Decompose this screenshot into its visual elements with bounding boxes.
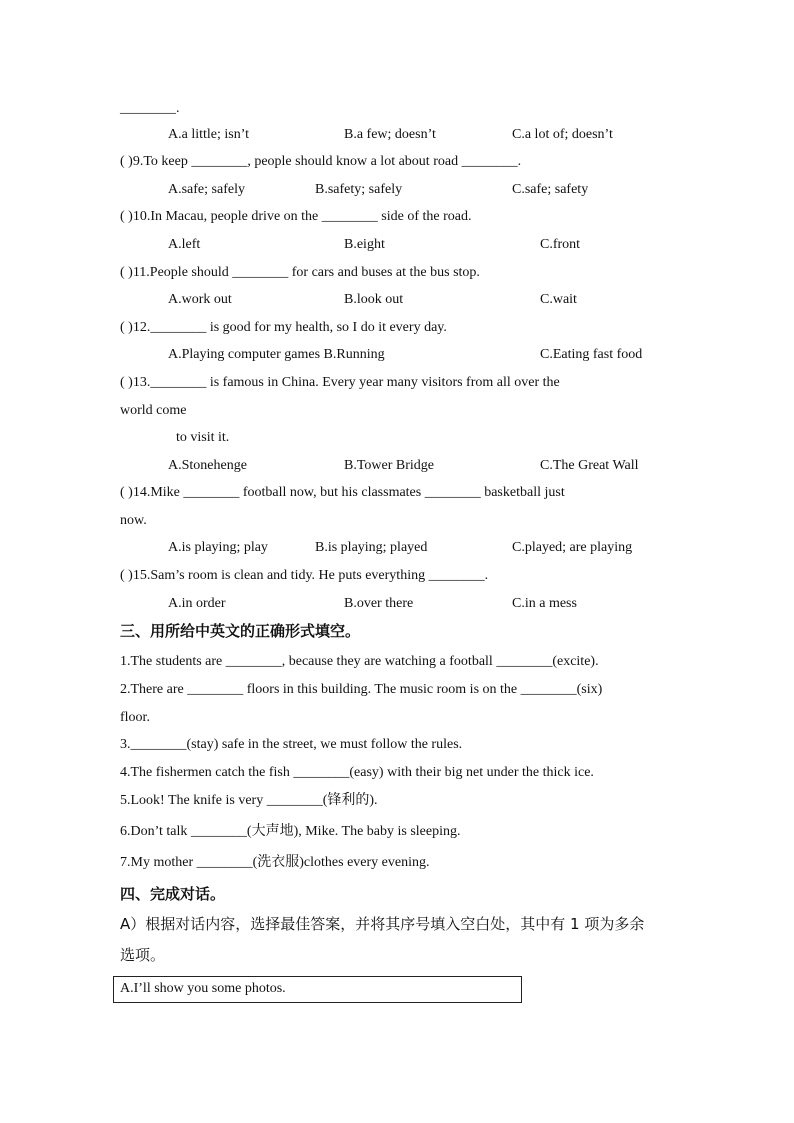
options-box xyxy=(113,976,522,1003)
question-15: ( )15.Sam’s room is clean and tidy. He puts everything ________. xyxy=(120,568,489,583)
q11-option-c: C.wait xyxy=(540,292,577,307)
q12-option-c: C.Eating fast food xyxy=(540,347,643,362)
question-13-continued-2: to visit it. xyxy=(176,430,230,445)
question-11: ( )11.People should ________ for cars and buses at the bus stop. xyxy=(120,265,480,280)
q8-option-c: C.a lot of; doesn’t xyxy=(512,127,613,142)
q9-option-a: A.safe; safely xyxy=(168,182,245,197)
q10-option-c: C.front xyxy=(540,237,581,252)
q10-option-b: B.eight xyxy=(344,237,385,252)
question-14-continued: now. xyxy=(120,513,147,528)
q15-option-a: A.in order xyxy=(168,596,226,611)
q14-option-a: A.is playing; play xyxy=(168,540,268,555)
q9-option-b: B.safety; safely xyxy=(315,182,403,197)
section-4-heading: 四、完成对话。 xyxy=(120,885,226,903)
q14-option-b: B.is playing; played xyxy=(315,540,428,555)
question-13-continued: world come xyxy=(120,403,187,418)
q13-option-b: B.Tower Bridge xyxy=(344,458,435,473)
q8-tail: ________. xyxy=(120,101,180,116)
q13-option-c: C.The Great Wall xyxy=(540,458,639,473)
question-14: ( )14.Mike ________ football now, but his classmates ________ basketball just xyxy=(120,485,565,500)
question-12: ( )12.________ is good for my health, so I do it every day. xyxy=(120,320,447,335)
fill-item-6: 6.Don’t talk ________(大声地), Mike. The baby is sleeping. xyxy=(120,824,461,839)
fill-item-5: 5.Look! The knife is very ________(锋利的). xyxy=(120,793,378,808)
section-4-instruction-continued: 选项。 xyxy=(120,946,166,964)
q14-option-c: C.played; are playing xyxy=(512,540,633,555)
q11-option-b: B.look out xyxy=(344,292,404,307)
question-13: ( )13.________ is famous in China. Every year many visitors from all over the xyxy=(120,375,560,390)
fill-item-3: 3.________(stay) safe in the street, we must follow the rules. xyxy=(120,737,463,752)
q15-option-b: B.over there xyxy=(344,596,414,611)
section-4-instruction: A）根据对话内容，选择最佳答案，并将其序号填入空白处，其中有 1 项为多余 xyxy=(120,915,645,933)
q12-option-ab: A.Playing computer games B.Running xyxy=(168,347,385,362)
fill-item-2-continued: floor. xyxy=(120,710,150,725)
question-10: ( )10.In Macau, people drive on the ________ side of the road. xyxy=(120,209,472,224)
fill-item-7: 7.My mother ________(洗衣服)clothes every evening. xyxy=(120,855,430,870)
q8-option-b: B.a few; doesn’t xyxy=(344,127,436,142)
q8-option-a: A.a little; isn’t xyxy=(168,127,250,142)
option-a-text: A.I’ll show you some photos. xyxy=(120,981,286,996)
q11-option-a: A.work out xyxy=(168,292,232,307)
q9-option-c: C.safe; safety xyxy=(512,182,589,197)
fill-item-1: 1.The students are ________, because they are watching a football ________(excite). xyxy=(120,654,599,669)
fill-item-2: 2.There are ________ floors in this building. The music room is on the ________(six) xyxy=(120,682,603,697)
q13-option-a: A.Stonehenge xyxy=(168,458,247,473)
question-9: ( )9.To keep ________, people should know a lot about road ________. xyxy=(120,154,522,169)
section-3-heading: 三、用所给中英文的正确形式填空。 xyxy=(120,622,361,640)
fill-item-4: 4.The fishermen catch the fish ________(easy) with their big net under the thick ice. xyxy=(120,765,594,780)
q10-option-a: A.left xyxy=(168,237,201,252)
q15-option-c: C.in a mess xyxy=(512,596,577,611)
